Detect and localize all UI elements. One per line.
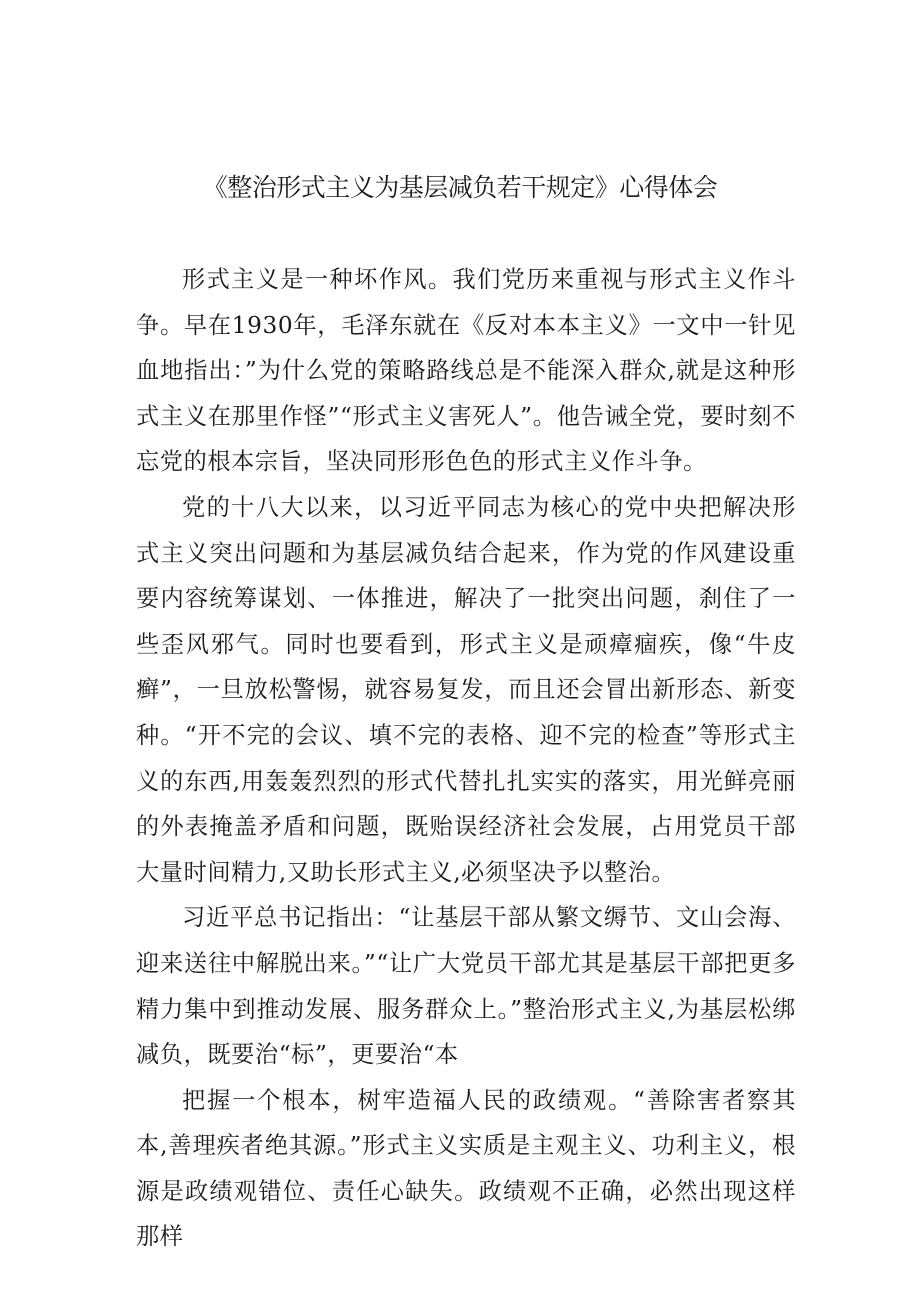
document-body bbox=[136, 257, 796, 1260]
paragraph: 习近平总书记指出：“让基层干部从繁文缛节、文山会海、迎来送往中解脱出来。”“让广大党员干部尤其是基层干部把更多精力集中到推动发展、服务群众上。”整治形式主义,为基层松绑减负，既要治“标”，更要治“本 bbox=[136, 904, 796, 1069]
paragraph: 形式主义是一种坏作风。我们党历来重视与形式主义作斗争。早在1930年，毛泽东就在《反对本本主义》一文中一针见血地指出：”为什么党的策略路线总是不能深入群众,就是这种形式主义在那里作怪”“形式主义害死人”。他告诫全党，要时刻不忘党的根本宗旨，坚决同形形色色的形式主义作斗争。 bbox=[136, 266, 796, 476]
paragraph: 把握一个根本，树牢造福人民的政绩观。“善除害者察其本,善理疾者绝其源。”形式主义实质是主观主义、功利主义，根源是政绩观错位、责任心缺失。政绩观不正确，必然出现这样那样 bbox=[136, 1086, 796, 1251]
paragraph: 党的十八大以来，以习近平同志为核心的党中央把解决形式主义突出问题和为基层减负结合起来，作为党的作风建设重要内容统筹谋划、一体推进，解决了一批突出问题，刹住了一些歪风邪气。同时也要看到，形式主义是顽瘴痼疾，像“牛皮癣”，一旦放松警惕，就容易复发，而且还会冒出新形态、新变种。“开不完的会议、填不完的表格、迎不完的检查”等形式主义的东西,用轰轰烈烈的形式代替扎扎实实的落实，用光鲜亮丽的外表掩盖矛盾和问题，既贻误经济社会发展，占用党员干部大量时间精力,又助长形式主义,必须坚决予以整治。 bbox=[136, 493, 796, 886]
document-title: 《整治形式主义为基层减负若干规定》心得体会 bbox=[202, 173, 718, 202]
